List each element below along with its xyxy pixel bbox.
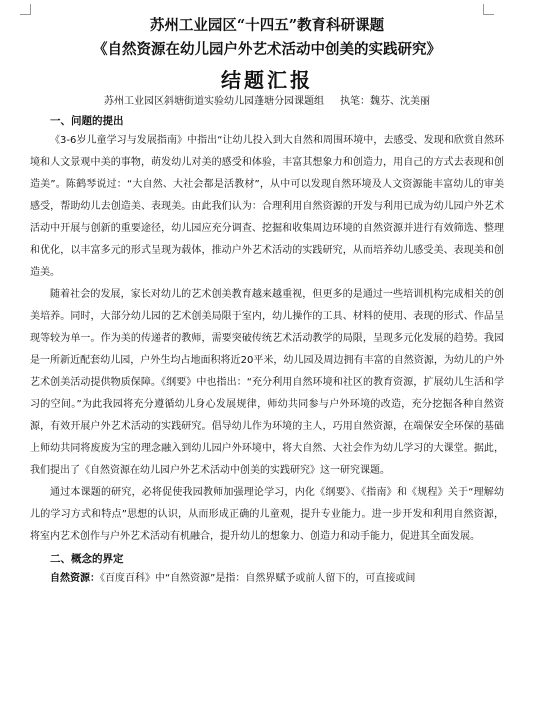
project-header-line-2: 《自然资源在幼儿园户外艺术活动中创美的实践研究》 <box>93 41 441 58</box>
affiliation-authors: 执笔：魏芬、沈美丽 <box>340 96 430 107</box>
affiliation-unit: 苏州工业园区斜塘街道实验幼儿园蓬塘分园课题组 <box>104 96 324 107</box>
definition-paragraph <box>30 568 504 590</box>
project-header-line-1: 苏州工业园区“十四五”教育科研课题 <box>149 17 385 34</box>
definition-term: 自然资源： <box>50 573 100 584</box>
document-body <box>30 14 504 590</box>
paragraph-2: 随着社会的发展，家长对幼儿的艺术创美教育越来越重视，但更多的是通过一些培训机构完成相关的创美培养。同时，大部分幼儿园的艺术创美局限于室内，幼儿操作的工具、材料的使用、表现的形式、作品呈现等较为单一。作为美的传递者的教师，需要突破传统艺术活动教学的局限，呈现多元化发展的趋势。我园是一所新近配套幼儿园，户外生均占地面积将近20平米，幼儿园及周边拥有丰富的自然资源，为幼儿的户外艺术创美活动提供物质保障。《纲要》中也指出：“充分利用自然环境和社区的教育资源，扩展幼儿生活和学习的空间。”为此我园将充分遵循幼儿身心发展规律，师幼共同参与户外环境的改造，充分挖掘各种自然资源，有效开展户外艺术活动的实践研究。倡导幼儿作为环境的主人，巧用自然资源，在端保安全环保的基础上师幼共同将废废为宝的理念融入到幼儿园户外环境中，将大自然、大社会作为幼儿学习的大课堂。据此，我们提出了《自然资源在幼儿园户外艺术活动中创美的实践研究》这一研究课题。 <box>30 289 504 476</box>
affiliation-line <box>30 94 504 110</box>
definition-text: 《百度百科》中“自然资源”是指：自然界赋予或前人留下的，可直接或间 <box>100 573 416 584</box>
report-title: 结题汇报 <box>221 68 313 92</box>
section-heading-2: 二、概念的界定 <box>50 553 124 565</box>
paragraph-1: 《3-6岁儿童学习与发展指南》中指出“让幼儿投入到大自然和周围环境中，去感受、发现和欣赏自然环境和人文景观中美的事物，萌发幼儿对美的感受和体验，丰富其想象力和创造力，用自己的方式去表现和创造美”。陈鹤琴说过：“大自然、大社会都是活教材”，从中可以发现自然环境及人文资源能丰富幼儿的审美感受，帮助幼儿去创造美、表现美。由此我们认为：合理利用自然资源的开发与利用已成为幼儿园户外艺术活动中开展与创新的重要途径，幼儿园应充分调查、挖掘和收集周边环境的自然资源并进行有效筛选、整理和优化，以丰富多元的形式呈现为载体，推动户外艺术活动的实践研究，从而培养幼儿感受美、表现美和创造美。 <box>30 135 504 278</box>
paragraph-3: 通过本课题的研究，必将促使我园教师加强理论学习，内化《纲要》、《指南》和《规程》关于“理解幼儿的学习方式和特点”思想的认识，从而形成正确的儿童观，提升专业能力。进一步开发和利用自然资源，将室内艺术创作与户外艺术活动有机融合，提升幼儿的想象力、创造力和动手能力，促进其全面发展。 <box>30 487 504 542</box>
section-heading-1: 一、问题的提出 <box>50 115 124 127</box>
